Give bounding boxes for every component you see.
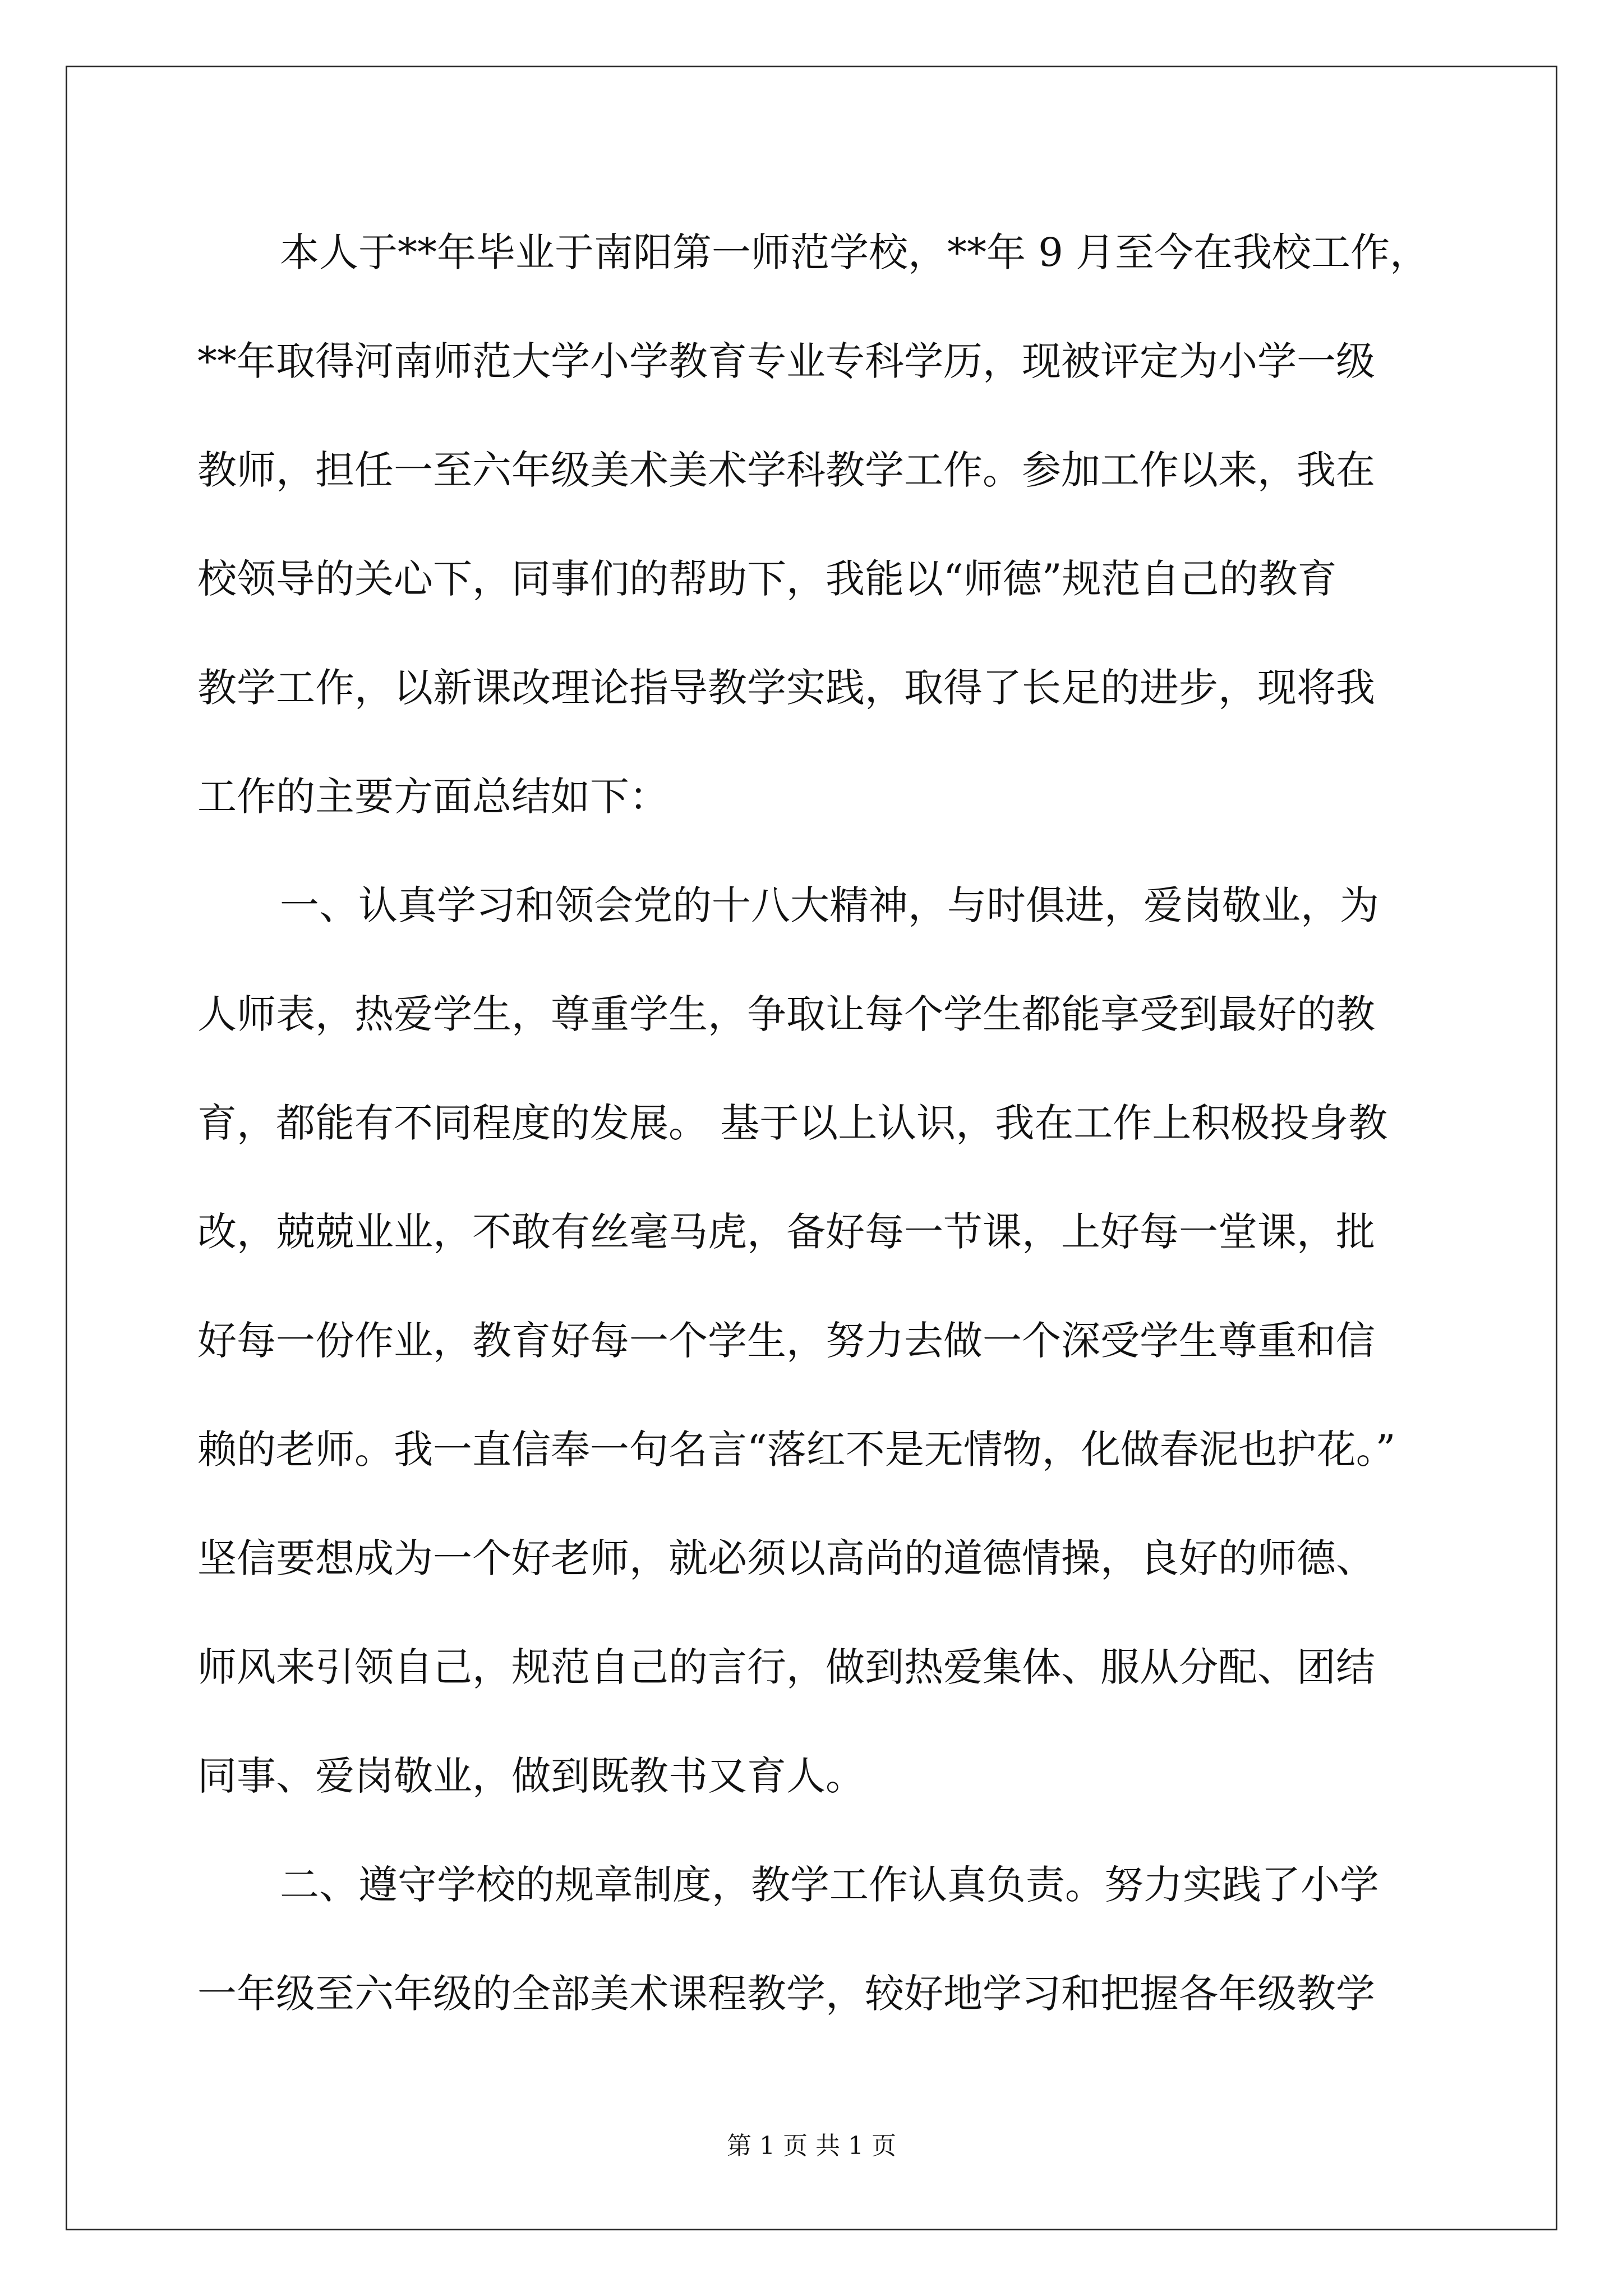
paragraph-line: 坚信要想成为一个好老师，就必须以高尚的道德情操，良好的师德、 (197, 1535, 1375, 1581)
paragraph-line: 赖的老师。我一直信奉一句名言“落红不是无情物，化做春泥也护花。” (197, 1427, 1396, 1473)
paragraph-line: 本人于**年毕业于南阳第一师范学校，**年 9 月至今在我校工作， (280, 229, 1430, 275)
paragraph-line: 一、认真学习和领会党的十八大精神，与时俱进，爱岗敬业，为 (280, 882, 1379, 928)
paragraph-line: 同事、爱岗敬业，做到既教书又育人。 (197, 1753, 865, 1799)
paragraph-line: 师风来引领自己，规范自己的言行，做到热爱集体、服从分配、团结 (197, 1644, 1375, 1690)
paragraph-line: 教学工作，以新课改理论指导教学实践，取得了长足的进步，现将我 (197, 665, 1375, 711)
paragraph-line: 好每一份作业，教育好每一个学生，努力去做一个深受学生尊重和信 (197, 1318, 1375, 1364)
paragraph-line: **年取得河南师范大学小学教育专业专科学历，现被评定为小学一级 (197, 338, 1375, 384)
paragraph-line: 二、遵守学校的规章制度，教学工作认真负责。努力实践了小学 (280, 1862, 1379, 1908)
paragraph-line: 人师表，热爱学生，尊重学生，争取让每个学生都能享受到最好的教 (197, 991, 1375, 1037)
paragraph-line: 教师，担任一至六年级美术美术学科教学工作。参加工作以来，我在 (197, 447, 1375, 493)
paragraph-line: 育，都能有不同程度的发展。 基于以上认识，我在工作上积极投身教 (197, 1100, 1388, 1146)
page-number-label: 第 1 页 共 1 页 (727, 2132, 896, 2160)
paragraph-line: 改，兢兢业业，不敢有丝毫马虎，备好每一节课，上好每一堂课，批 (197, 1209, 1375, 1255)
page-footer (0, 2131, 1623, 2162)
paragraph-line: 工作的主要方面总结如下： (197, 774, 668, 820)
document-body (197, 210, 1430, 2060)
paragraph-line: 一年级至六年级的全部美术课程教学，较好地学习和把握各年级教学 (197, 1971, 1375, 2017)
paragraph-line: 校领导的关心下，同事们的帮助下，我能以“师德”规范自己的教育 (197, 556, 1337, 602)
